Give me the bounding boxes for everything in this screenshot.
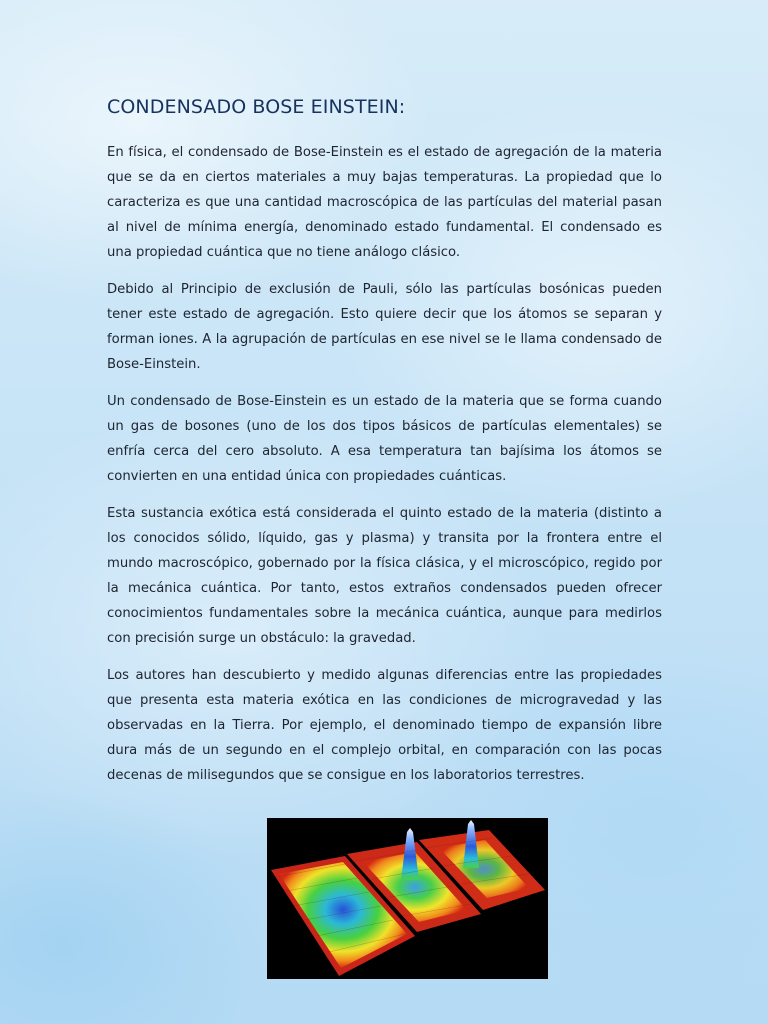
paragraph-microgravity: Los autores han descubierto y medido algunas diferencias entre las propiedades que presenta esta materia exótica en las condiciones de microgravedad y las observadas en la Tierra. Por ejemplo, el denominado tiempo de expansión libre dura más de un segundo en el complejo orbital, en comparación con las pocas decenas de milisegundos que se consigue en los laboratorios terrestres. [107, 668, 662, 783]
page-title: CONDENSADO BOSE EINSTEIN: [107, 96, 406, 118]
paragraph-fifth-state: Esta sustancia exótica está considerada el quinto estado de la materia (distinto a los conocidos sólido, líquido, gas y plasma) y transita por la frontera entre el mundo macroscópico, gobernado por la física clásica, y el microscópico, regido por la mecánica cuántica. Por tanto, estos extraños condensados pueden ofrecer conocimientos fundamentales sobre la mecánica cuántica, aunque para medirlos con precisión surge un obstáculo: la gravedad. [107, 506, 662, 646]
paragraph-definition: En física, el condensado de Bose-Einstein es el estado de agregación de la materia que se da en ciertos materiales a muy bajas temperaturas. La propiedad que lo caracteriza es que una cantidad macroscópica de las partículas del material pasan al nivel de mínima energía, denominado estado fundamental. El condensado es una propiedad cuántica que no tiene análogo clásico. [107, 145, 662, 260]
paragraph-pauli: Debido al Principio de exclusión de Pauli, sólo las partículas bosónicas pueden tener este estado de agregación. Esto quiere decir que los átomos se separan y forman iones. A la agrupación de partículas en ese nivel se le llama condensado de Bose-Einstein. [107, 282, 662, 372]
document-body [107, 96, 662, 800]
bose-einstein-density-plot-icon [267, 818, 548, 979]
bose-einstein-density-figure [267, 818, 548, 979]
paragraph-formation: Un condensado de Bose-Einstein es un estado de la materia que se forma cuando un gas de bosones (uno de los dos tipos básicos de partículas elementales) se enfría cerca del cero absoluto. A esa temperatura tan bajísima los átomos se convierten en una entidad única con propiedades cuánticas. [107, 394, 662, 484]
